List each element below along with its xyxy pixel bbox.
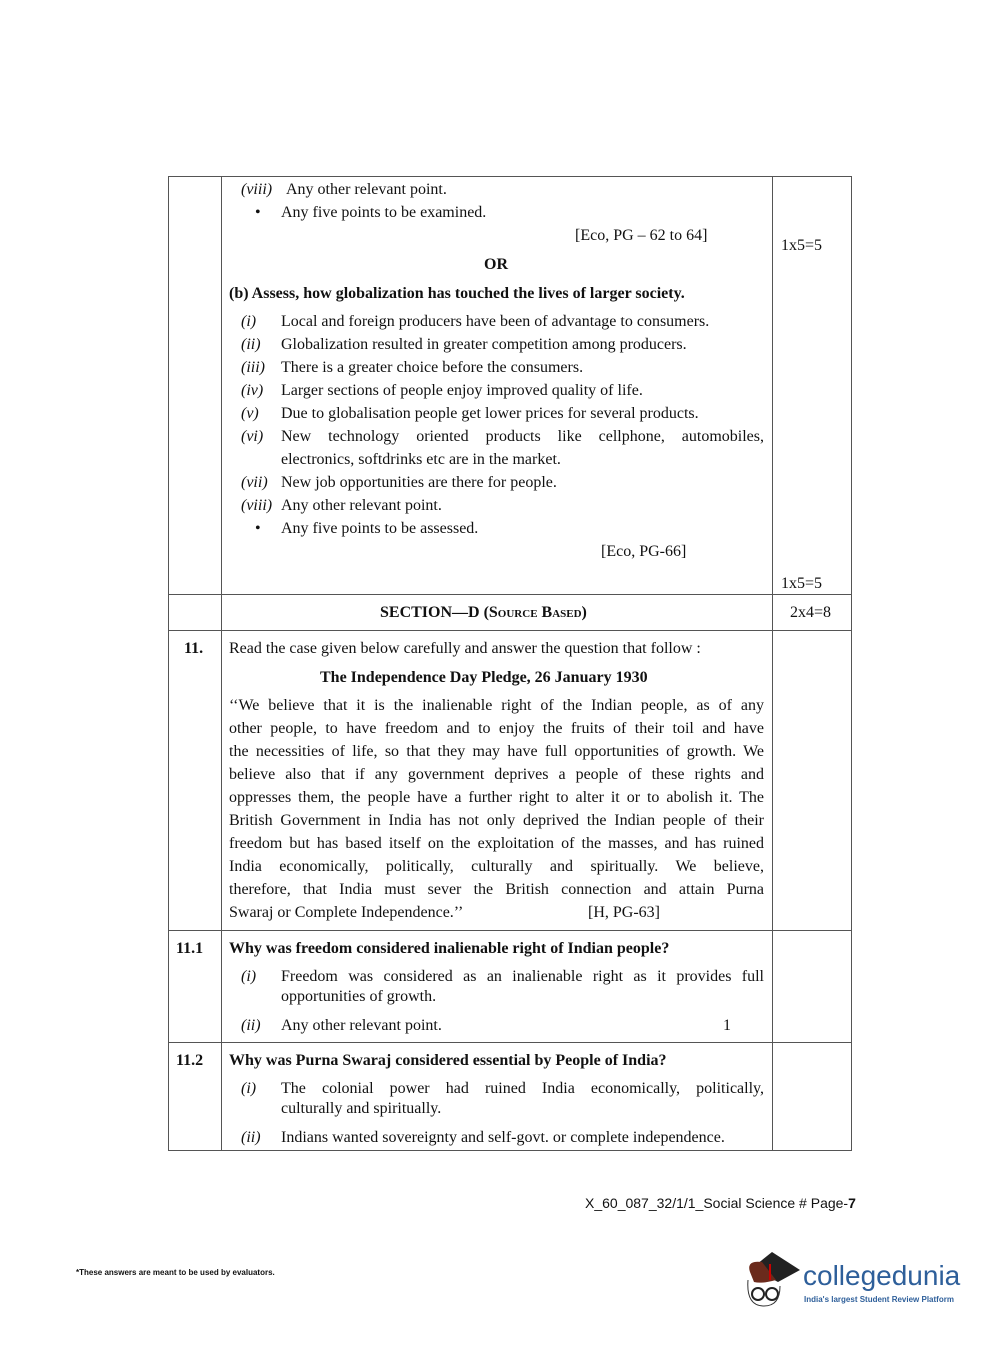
point-number: (i) (241, 968, 257, 985)
question-number: 11.2 (176, 1052, 204, 1069)
question-text: Why was Purna Swaraj considered essential by People of India? (229, 1052, 667, 1069)
point-number: (ii) (241, 336, 261, 353)
bullet-text: Any five points to be assessed. (281, 520, 479, 537)
point-text: Freedom was considered as an inalienable right as it provides full (281, 968, 764, 985)
point-number: (viii) (241, 181, 273, 198)
reference: [Eco, PG – 62 to 64] (575, 227, 708, 244)
point-text: opportunities of growth. (281, 988, 437, 1005)
point-number: (i) (241, 1080, 257, 1097)
point-number: (i) (241, 313, 257, 330)
reference: [Eco, PG-66] (601, 543, 687, 560)
source-line: believe also that if any government deprives a people of these rights and (229, 766, 764, 783)
marks: 1x5=5 (781, 575, 823, 592)
point-number: (ii) (241, 1017, 261, 1034)
point-number: (vii) (241, 474, 268, 491)
row-divider (168, 1042, 852, 1043)
table-border (168, 176, 169, 1151)
question-number: 11. (184, 640, 204, 657)
column-divider (772, 176, 773, 1151)
source-heading: The Independence Day Pledge, 26 January 1930 (320, 669, 648, 686)
point-text: Globalization resulted in greater competition among producers. (281, 336, 687, 353)
point-number: (v) (241, 405, 259, 422)
point-text: Larger sections of people enjoy improved quality of life. (281, 382, 643, 399)
source-line: Swaraj or Complete Independence.’’ (229, 904, 464, 921)
table-border (851, 176, 852, 1151)
point-number: (vi) (241, 428, 264, 445)
source-line: therefore, that India must sever the British connection and attain Purna (229, 881, 764, 898)
marks: 1 (723, 1017, 731, 1034)
point-text: Local and foreign producers have been of advantage to consumers. (281, 313, 710, 330)
source-line: other people, to have freedom and to enjoy the fruits of their toil and have (229, 720, 764, 737)
logo-text: collegedunia (803, 1260, 961, 1291)
logo-tagline: India's largest Student Review Platform (804, 1295, 954, 1304)
table-border (168, 1150, 852, 1151)
bullet-icon: • (255, 204, 261, 221)
or-label: OR (484, 256, 508, 273)
point-text: Any other relevant point. (281, 1017, 442, 1034)
page-footer: X_60_087_32/1/1_Social Science # Page-7 (585, 1195, 856, 1211)
bullet-text: Any five points to be examined. (281, 204, 487, 221)
row-divider (168, 930, 852, 931)
reference: [H, PG-63] (588, 904, 660, 921)
point-text: New technology oriented products like cellphone, automobiles, (281, 428, 764, 445)
point-text: Due to globalisation people get lower prices for several products. (281, 405, 699, 422)
point-number: (iii) (241, 359, 265, 376)
section-marks: 2x4=8 (790, 604, 832, 621)
source-line: oppresses them, the people have a further right to alter it or to abolish it. The (229, 789, 764, 806)
source-line: India economically, politically, culturally and spiritually. We believe, (229, 858, 764, 875)
section-title: SECTION—D (Source Based) (380, 604, 587, 621)
point-text: culturally and spiritually. (281, 1100, 442, 1117)
question-intro: Read the case given below carefully and answer the question that follow : (229, 640, 701, 657)
row-divider (168, 630, 852, 631)
point-text: Any other relevant point. (286, 181, 447, 198)
source-line: ‘‘We believe that it is the inalienable right of the Indian people, as of any (229, 697, 764, 714)
question-text: Why was freedom considered inalienable right of Indian people? (229, 940, 670, 957)
row-divider (168, 594, 852, 595)
point-text: There is a greater choice before the consumers. (281, 359, 584, 376)
point-text: electronics, softdrinks etc are in the market. (281, 451, 561, 468)
source-line: the necessities of life, so that they may have full opportunities of growth. We (229, 743, 764, 760)
point-text: The colonial power had ruined India economically, politically, (281, 1080, 764, 1097)
point-text: Indians wanted sovereignty and self-govt. or complete independence. (281, 1129, 725, 1146)
table-border (168, 176, 852, 177)
point-text: Any other relevant point. (281, 497, 442, 514)
evaluator-note: *These answers are meant to be used by evaluators. (76, 1268, 275, 1277)
marks: 1x5=5 (781, 237, 823, 254)
question-number: 11.1 (176, 940, 204, 957)
bullet-icon: • (255, 520, 261, 537)
source-line: British Government in India has not only deprived the Indian people of their (229, 812, 764, 829)
source-line: freedom but has based itself on the exploitation of the masses, and has ruined (229, 835, 764, 852)
point-text: New job opportunities are there for people. (281, 474, 557, 491)
column-divider (221, 176, 222, 1151)
mascot-logo-icon (742, 1250, 802, 1310)
point-number: (ii) (241, 1129, 261, 1146)
question-b: (b) Assess, how globalization has touched the lives of larger society. (229, 285, 685, 302)
point-number: (iv) (241, 382, 264, 399)
point-number: (viii) (241, 497, 273, 514)
